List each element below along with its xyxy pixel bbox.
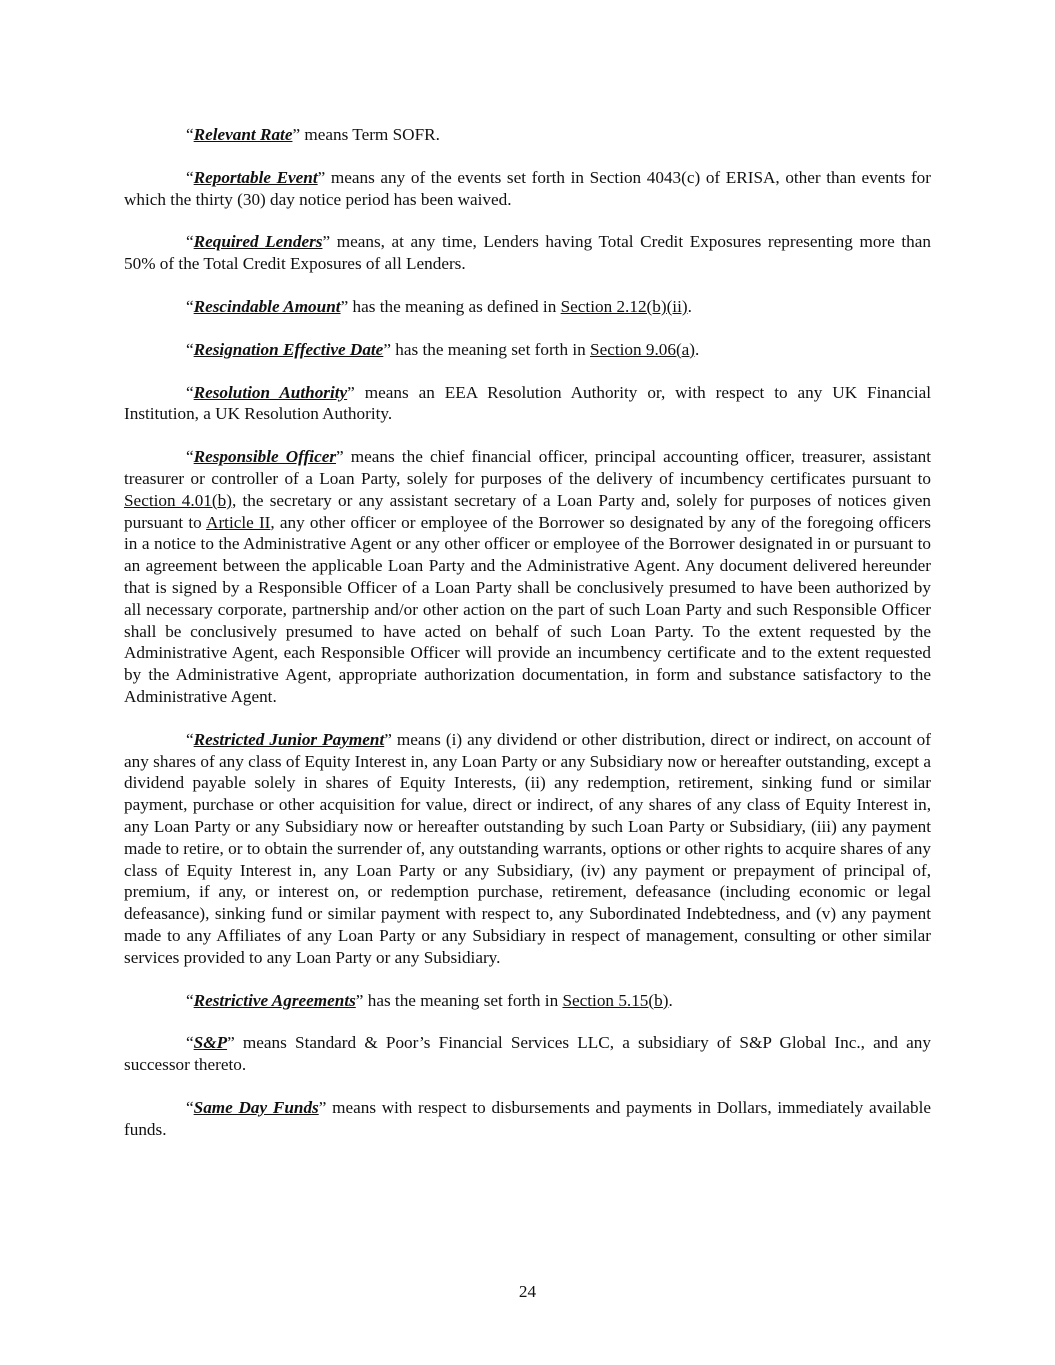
open-quote: “ xyxy=(186,232,194,252)
definition-text: , any other officer or employee of the Borrower so designated by any of the foregoing officers in a notice to the Administrative Agent or any other officer or employee of the Borrower designated in or pursuant to an agreement between the applicable Loan Party and the Administrative Agent. Any document delivered hereunder that is signed by a Responsible Officer of a Loan Party shall be conclusively presumed to have been authorized by all necessary corporate, partnership and/or other action on the part of such Loan Party and such Responsible Officer shall be conclusively presumed to have acted on behalf of such Loan Party. To the extent requested by the Administrative Agent, each Responsible Officer will provide an incumbency certificate and to the extent requested by the Administrative Agent, appropriate authorization documentation, in form and substance satisfactory to the Administrative Agent. xyxy=(124,512,931,706)
close-quote: ” xyxy=(318,1097,327,1117)
definition-text: has the meaning as defined in xyxy=(348,296,561,316)
section-reference-link[interactable]: Section 2.12(b)(ii) xyxy=(560,296,688,316)
definition-text: . xyxy=(668,990,673,1010)
defined-term: Responsible Officer xyxy=(193,447,337,467)
open-quote: “ xyxy=(186,125,194,144)
definition-text: means (i) any dividend or other distribution, direct or indirect, on account of any shares of any class of Equity Interest in, any Loan Party or any Subsidiary now or hereafter outstanding, except a dividend payable solely in shares of Equity Interests, (ii) any redemption, retirement, sinking fund or similar payment, purchase or other acquisition for value, direct or indirect, of any shares of any class of Equity Interest in, any Loan Party or any Subsidiary now or hereafter outstanding by such Loan Party or Subsidiary, (iii) any payment made to retire, or to obtain the surrender of, any outstanding warrants, options or other rights to acquire shares of any class of Equity Interest in, any Loan Party or any Subsidiary, (iv) any payment or prepayment of principal of, premium, if any, or interest on, or redemption purchase, retirement, defeasance (including economic or legal defeasance), sinking fund or similar payment with respect to, any Subordinated Indebtedness, and (v) any payment made to any Affiliates of any Loan Party or any Subsidiary in respect of management, consulting or other similar services provided to any Loan Party or any Subsidiary. xyxy=(124,729,931,967)
definition-required-lenders xyxy=(124,231,931,275)
defined-term: Restricted Junior Payment xyxy=(193,729,385,749)
open-quote: “ xyxy=(186,296,194,316)
definition-text: means with respect to disbursements and payments in Dollars, immediately available funds. xyxy=(124,1097,932,1139)
defined-term: Relevant Rate xyxy=(193,125,293,144)
definition-resolution-authority xyxy=(124,382,931,426)
defined-term: Rescindable Amount xyxy=(193,296,341,316)
definition-resignation-effective-date xyxy=(124,339,931,361)
definition-text: means Standard & Poor’s Financial Services LLC, a subsidiary of S&P Global Inc., and any successor thereto. xyxy=(124,1033,931,1075)
defined-term: Reportable Event xyxy=(193,167,318,187)
document-page xyxy=(124,124,931,1161)
defined-term: Required Lenders xyxy=(193,232,323,252)
close-quote: ” xyxy=(336,447,344,467)
close-quote: ” xyxy=(340,296,349,316)
close-quote: ” xyxy=(227,1033,235,1053)
definition-responsible-officer xyxy=(124,446,931,708)
close-quote: ” xyxy=(383,339,391,359)
definition-text: means any of the events set forth in Section 4043(c) of ERISA, other than events for which the thirty (30) day notice period has been waived. xyxy=(124,167,931,209)
definition-same-day-funds xyxy=(124,1097,931,1141)
definition-relevant-rate xyxy=(124,124,931,146)
open-quote: “ xyxy=(186,990,194,1010)
section-reference-link[interactable]: Section 4.01(b) xyxy=(124,490,232,510)
section-reference-link[interactable]: Section 5.15(b) xyxy=(562,990,669,1010)
definition-s-and-p xyxy=(124,1032,931,1076)
defined-term: S&P xyxy=(193,1033,228,1053)
open-quote: “ xyxy=(186,1033,194,1053)
definition-text: means the chief financial officer, principal accounting officer, treasurer, assistant treasurer or controller of a Loan Party, solely for purposes of the delivery of incumbency certificates pursuant to xyxy=(124,447,931,488)
open-quote: “ xyxy=(186,1097,194,1117)
definition-text: has the meaning set forth in xyxy=(363,990,563,1010)
close-quote: ” xyxy=(355,990,364,1010)
definition-text: , the secretary or any assistant secretary of a Loan Party and, solely for purposes of notices given pursuant to xyxy=(124,490,931,532)
open-quote: “ xyxy=(186,339,194,359)
open-quote: “ xyxy=(186,382,194,402)
definition-rescindable-amount xyxy=(124,296,931,318)
definition-restricted-junior-payment xyxy=(124,729,931,969)
close-quote: ” xyxy=(292,125,301,144)
definition-text: means, at any time, Lenders having Total Credit Exposures representing more than 50% of the Total Credit Exposures of all Lenders. xyxy=(124,232,931,274)
close-quote: ” xyxy=(322,232,331,252)
defined-term: Resignation Effective Date xyxy=(193,339,384,359)
definition-text: . xyxy=(695,339,700,359)
close-quote: ” xyxy=(317,167,326,187)
close-quote: ” xyxy=(347,382,355,402)
article-reference-link[interactable]: Article II xyxy=(206,512,271,532)
close-quote: ” xyxy=(384,729,392,749)
definition-text: means Term SOFR. xyxy=(300,125,440,144)
definition-text: means an EEA Resolution Authority or, with respect to any UK Financial Institution, a UK Resolution Authority. xyxy=(124,382,931,424)
definition-text: . xyxy=(687,296,692,316)
defined-term: Same Day Funds xyxy=(193,1097,319,1117)
open-quote: “ xyxy=(186,729,194,749)
open-quote: “ xyxy=(186,167,194,187)
open-quote: “ xyxy=(186,447,194,467)
page-number: 24 xyxy=(518,1282,537,1301)
defined-term: Resolution Authority xyxy=(193,382,348,402)
section-reference-link[interactable]: Section 9.06(a) xyxy=(590,339,696,359)
definition-reportable-event xyxy=(124,167,931,211)
definition-restrictive-agreements xyxy=(124,990,931,1012)
defined-term: Restrictive Agreements xyxy=(193,990,356,1010)
definition-text: has the meaning set forth in xyxy=(390,339,591,359)
